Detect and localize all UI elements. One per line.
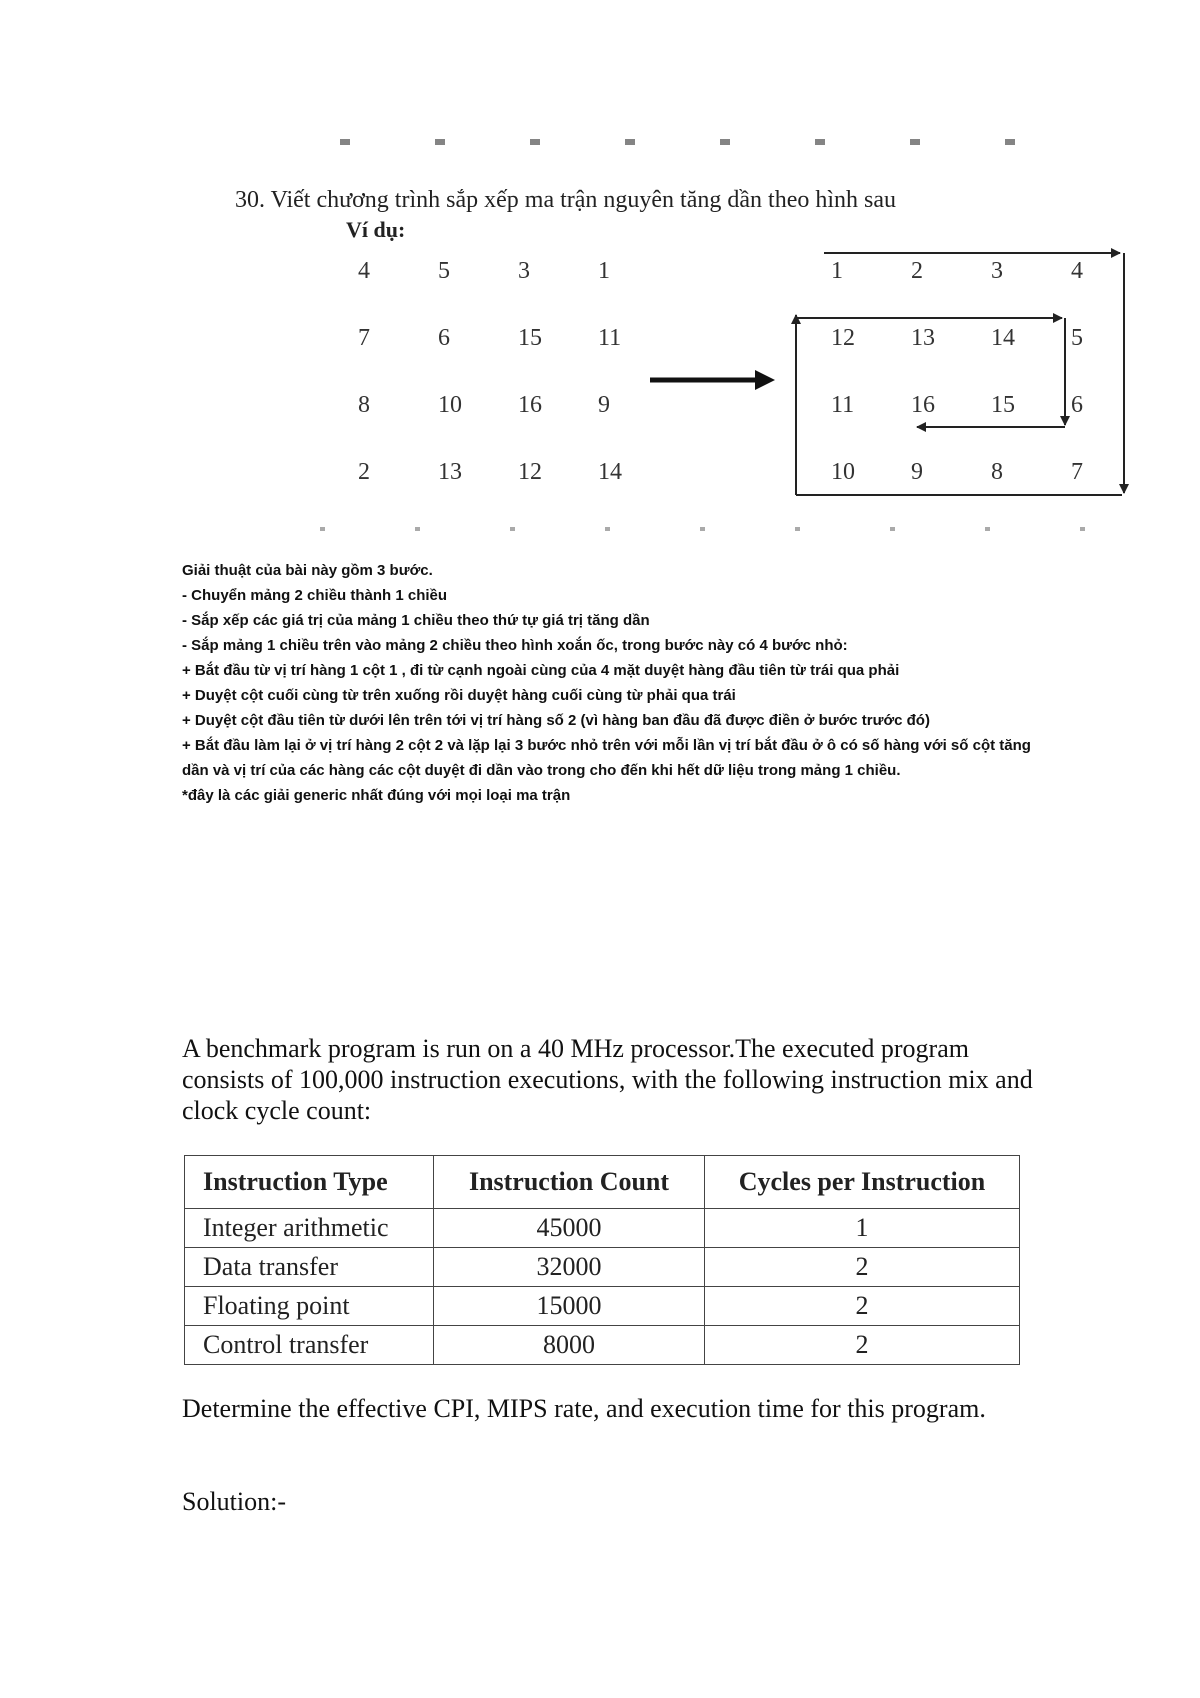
table-cell: 15000 (434, 1287, 705, 1326)
input-matrix-cell: 7 (358, 325, 370, 351)
problem-question: Determine the effective CPI, MIPS rate, and execution time for this program. (182, 1394, 986, 1423)
input-matrix-cell: 2 (358, 459, 370, 485)
table-header: Instruction Type (185, 1156, 434, 1209)
exercise-scan-image (220, 125, 1140, 545)
notes-line: - Sắp mảng 1 chiều trên vào mảng 2 chiều theo hình xoắn ốc, trong bước này có 4 bước nhỏ: (182, 637, 848, 654)
output-matrix-cell: 4 (1071, 258, 1083, 284)
problem-intro: A benchmark program is run on a 40 MHz processor.The executed program consists of 100,000 instruction executions, with the following instruction mix and clock cycle count: (182, 1034, 1033, 1125)
notes-line: - Chuyển mảng 2 chiều thành 1 chiều (182, 587, 448, 604)
exercise-title: 30. Viết chương trình sắp xếp ma trận nguyên tăng dần theo hình sau (235, 187, 897, 213)
output-matrix-cell: 14 (991, 325, 1015, 351)
output-matrix-cell: 11 (831, 392, 855, 418)
table-cell: 2 (705, 1248, 1020, 1287)
notes-line: *đây là các giải generic nhất đúng với mọi loại ma trận (182, 787, 571, 804)
table-header: Cycles per Instruction (705, 1156, 1020, 1209)
table-cell: Data transfer (185, 1248, 434, 1287)
output-matrix-cell: 8 (991, 459, 1003, 485)
table-row (185, 1326, 1020, 1365)
instruction-mix-table (184, 1155, 1020, 1365)
notes-line: + Duyệt cột cuối cùng từ trên xuống rồi duyệt hàng cuối cùng từ phải qua trái (182, 687, 736, 704)
notes-line: Giải thuật của bài này gồm 3 bước. (182, 562, 433, 579)
table-header-row (185, 1156, 1020, 1209)
input-matrix-cell: 10 (438, 392, 462, 418)
output-matrix-cell: 2 (911, 258, 923, 284)
input-matrix (358, 258, 622, 485)
scan-cropped-text-residue-bottom (320, 527, 1140, 531)
table-cell: Floating point (185, 1287, 434, 1326)
table-cell: Control transfer (185, 1326, 434, 1365)
solution-label: Solution:- (182, 1487, 287, 1516)
output-matrix-cell: 7 (1071, 459, 1083, 485)
input-matrix-cell: 5 (438, 258, 450, 284)
matrix-diagram (220, 125, 1140, 545)
output-matrix-cell: 12 (831, 325, 855, 351)
notes-line: + Bắt đầu từ vị trí hàng 1 cột 1 , đi từ cạnh ngoài cùng của 4 mặt duyệt hàng đầu tiên từ trái qua phải (182, 662, 900, 679)
table-row (185, 1209, 1020, 1248)
input-matrix-cell: 1 (598, 258, 610, 284)
input-matrix-cell: 6 (438, 325, 450, 351)
table-row (185, 1248, 1020, 1287)
table-cell: Integer arithmetic (185, 1209, 434, 1248)
table-cell: 1 (705, 1209, 1020, 1248)
table-cell: 2 (705, 1326, 1020, 1365)
table-header: Instruction Count (434, 1156, 705, 1209)
problem-statement (182, 1033, 1042, 1126)
table-cell: 45000 (434, 1209, 705, 1248)
table-cell: 32000 (434, 1248, 705, 1287)
input-matrix-cell: 12 (518, 459, 542, 485)
notes-line: + Duyệt cột đầu tiên từ dưới lên trên tới vị trí hàng số 2 (vì hàng ban đầu đã được điền ở bước trước đó) (182, 712, 930, 729)
input-matrix-cell: 3 (518, 258, 530, 284)
input-matrix-cell: 13 (438, 459, 462, 485)
output-matrix-cell: 10 (831, 459, 855, 485)
input-matrix-cell: 4 (358, 258, 370, 284)
table-cell: 2 (705, 1287, 1020, 1326)
notes-line: - Sắp xếp các giá trị của mảng 1 chiều theo thứ tự giá trị tăng dần (182, 612, 650, 629)
input-matrix-cell: 16 (518, 392, 542, 418)
example-label: Ví dụ: (346, 217, 406, 242)
algorithm-notes (182, 558, 1032, 808)
output-matrix-cell: 5 (1071, 325, 1083, 351)
transform-arrow-head (755, 370, 775, 390)
output-matrix (831, 258, 1083, 485)
output-matrix-cell: 13 (911, 325, 935, 351)
output-matrix-cell: 16 (911, 392, 935, 418)
input-matrix-cell: 14 (598, 459, 622, 485)
notes-line: + Bắt đầu làm lại ở vị trí hàng 2 cột 2 và lặp lại 3 bước nhỏ trên với mỗi lần vị trí bắt đầu ở ô có số hàng với số cột tăng dần và vị trí của các hàng các cột duyệt đi dần vào trong cho đến khi hết dữ liệu trong mảng 1 chiều. (182, 737, 1031, 779)
input-matrix-cell: 8 (358, 392, 370, 418)
table-cell: 8000 (434, 1326, 705, 1365)
table-row (185, 1287, 1020, 1326)
input-matrix-cell: 11 (598, 325, 622, 351)
output-matrix-cell: 6 (1071, 392, 1083, 418)
input-matrix-cell: 9 (598, 392, 610, 418)
output-matrix-cell: 15 (991, 392, 1015, 418)
output-matrix-cell: 1 (831, 258, 843, 284)
output-matrix-cell: 3 (991, 258, 1003, 284)
output-matrix-cell: 9 (911, 459, 923, 485)
input-matrix-cell: 15 (518, 325, 542, 351)
